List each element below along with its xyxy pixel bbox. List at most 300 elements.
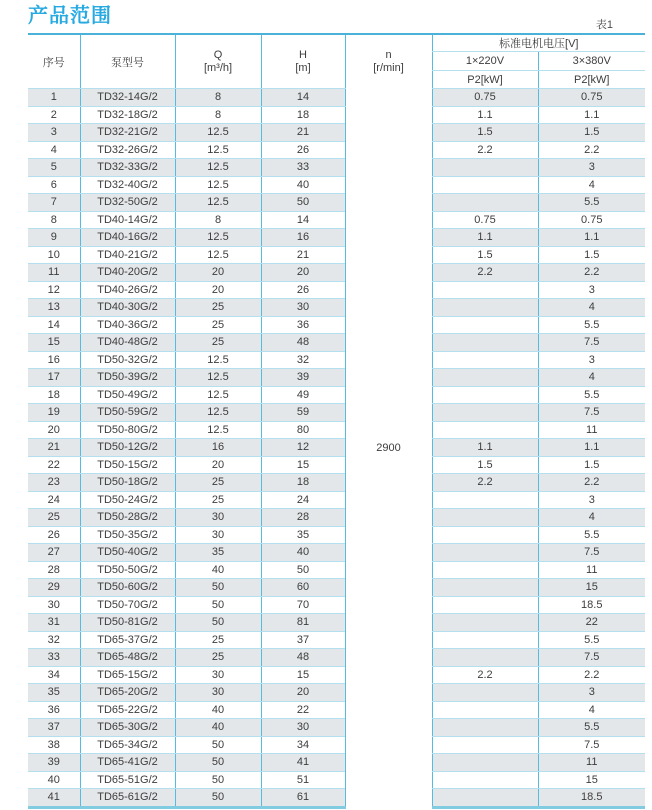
cell-power-220v xyxy=(432,351,538,369)
cell-power-380v: 0.75 xyxy=(538,89,645,107)
cell-head: 24 xyxy=(261,491,345,509)
cell-model: TD50-59G/2 xyxy=(80,404,175,422)
cell-flow: 50 xyxy=(175,579,261,597)
cell-flow: 12.5 xyxy=(175,124,261,142)
cell-head: 50 xyxy=(261,194,345,212)
flow-unit: [m³/h] xyxy=(203,61,233,74)
cell-head: 34 xyxy=(261,736,345,754)
cell-head: 80 xyxy=(261,421,345,439)
table-row xyxy=(28,159,645,177)
cell-power-220v: 1.1 xyxy=(432,229,538,247)
cell-model: TD65-20G/2 xyxy=(80,684,175,702)
cell-power-380v: 15 xyxy=(538,579,645,597)
table-row xyxy=(28,404,645,422)
column-header-380v: 3×380V xyxy=(538,52,645,71)
speed-unit: [r/min] xyxy=(373,61,404,74)
cell-head: 61 xyxy=(261,789,345,808)
cell-head: 60 xyxy=(261,579,345,597)
cell-power-380v: 4 xyxy=(538,509,645,527)
cell-flow: 25 xyxy=(175,491,261,509)
cell-power-380v: 1.5 xyxy=(538,124,645,142)
table-row xyxy=(28,474,645,492)
cell-flow: 30 xyxy=(175,526,261,544)
cell-model: TD40-26G/2 xyxy=(80,281,175,299)
cell-head: 18 xyxy=(261,474,345,492)
cell-power-380v: 4 xyxy=(538,176,645,194)
cell-serial: 6 xyxy=(28,176,80,194)
cell-serial: 32 xyxy=(28,631,80,649)
cell-power-380v: 4 xyxy=(538,701,645,719)
table-row xyxy=(28,89,645,107)
cell-model: TD65-30G/2 xyxy=(80,719,175,737)
cell-power-220v: 2.2 xyxy=(432,264,538,282)
cell-model: TD40-36G/2 xyxy=(80,316,175,334)
cell-flow: 20 xyxy=(175,264,261,282)
cell-power-380v: 5.5 xyxy=(538,386,645,404)
cell-head: 59 xyxy=(261,404,345,422)
cell-flow: 8 xyxy=(175,89,261,107)
cell-serial: 12 xyxy=(28,281,80,299)
cell-power-380v: 11 xyxy=(538,421,645,439)
cell-power-380v: 7.5 xyxy=(538,544,645,562)
cell-serial: 17 xyxy=(28,369,80,387)
cell-head: 22 xyxy=(261,701,345,719)
cell-power-380v: 22 xyxy=(538,614,645,632)
cell-head: 26 xyxy=(261,281,345,299)
cell-head: 26 xyxy=(261,141,345,159)
cell-serial: 11 xyxy=(28,264,80,282)
cell-serial: 10 xyxy=(28,246,80,264)
head-symbol: H xyxy=(299,48,307,61)
cell-power-380v: 3 xyxy=(538,351,645,369)
cell-power-380v: 2.2 xyxy=(538,474,645,492)
cell-model: TD40-30G/2 xyxy=(80,299,175,317)
cell-head: 41 xyxy=(261,754,345,772)
column-header-p2-220v: P2[kW] xyxy=(432,71,538,89)
cell-serial: 33 xyxy=(28,649,80,667)
cell-serial: 9 xyxy=(28,229,80,247)
column-header-serial: 序号 xyxy=(28,34,80,89)
cell-flow: 12.5 xyxy=(175,246,261,264)
cell-head: 21 xyxy=(261,246,345,264)
cell-serial: 21 xyxy=(28,439,80,457)
cell-flow: 40 xyxy=(175,719,261,737)
cell-flow: 30 xyxy=(175,684,261,702)
cell-model: TD50-49G/2 xyxy=(80,386,175,404)
cell-head: 28 xyxy=(261,509,345,527)
cell-power-220v xyxy=(432,649,538,667)
cell-model: TD40-48G/2 xyxy=(80,334,175,352)
cell-power-380v: 3 xyxy=(538,491,645,509)
column-header-flow xyxy=(175,34,261,89)
cell-head: 35 xyxy=(261,526,345,544)
table-row xyxy=(28,491,645,509)
cell-power-220v: 1.1 xyxy=(432,106,538,124)
cell-flow: 12.5 xyxy=(175,404,261,422)
table-row xyxy=(28,316,645,334)
cell-head: 30 xyxy=(261,299,345,317)
cell-head: 12 xyxy=(261,439,345,457)
table-row xyxy=(28,614,645,632)
table-row xyxy=(28,596,645,614)
cell-power-380v: 7.5 xyxy=(538,404,645,422)
cell-serial: 28 xyxy=(28,561,80,579)
cell-power-220v xyxy=(432,281,538,299)
cell-power-380v: 3 xyxy=(538,159,645,177)
cell-model: TD40-14G/2 xyxy=(80,211,175,229)
cell-power-380v: 3 xyxy=(538,281,645,299)
cell-model: TD65-41G/2 xyxy=(80,754,175,772)
cell-serial: 24 xyxy=(28,491,80,509)
cell-power-220v xyxy=(432,684,538,702)
cell-serial: 1 xyxy=(28,89,80,107)
cell-serial: 22 xyxy=(28,456,80,474)
cell-power-220v: 1.5 xyxy=(432,456,538,474)
cell-head: 48 xyxy=(261,649,345,667)
cell-serial: 31 xyxy=(28,614,80,632)
cell-model: TD50-24G/2 xyxy=(80,491,175,509)
cell-flow: 8 xyxy=(175,211,261,229)
cell-power-220v: 2.2 xyxy=(432,666,538,684)
cell-model: TD50-39G/2 xyxy=(80,369,175,387)
cell-power-220v xyxy=(432,701,538,719)
cell-flow: 16 xyxy=(175,439,261,457)
cell-model: TD50-32G/2 xyxy=(80,351,175,369)
column-header-speed xyxy=(345,34,432,89)
cell-power-220v xyxy=(432,789,538,808)
cell-power-220v xyxy=(432,159,538,177)
cell-head: 14 xyxy=(261,89,345,107)
cell-model: TD50-18G/2 xyxy=(80,474,175,492)
cell-flow: 20 xyxy=(175,281,261,299)
cell-flow: 25 xyxy=(175,631,261,649)
cell-power-220v xyxy=(432,544,538,562)
cell-power-220v xyxy=(432,614,538,632)
cell-head: 15 xyxy=(261,456,345,474)
cell-serial: 34 xyxy=(28,666,80,684)
cell-serial: 20 xyxy=(28,421,80,439)
cell-power-380v: 3 xyxy=(538,684,645,702)
cell-model: TD50-35G/2 xyxy=(80,526,175,544)
cell-flow: 12.5 xyxy=(175,421,261,439)
cell-power-220v xyxy=(432,509,538,527)
cell-serial: 16 xyxy=(28,351,80,369)
cell-flow: 50 xyxy=(175,789,261,808)
column-header-220v: 1×220V xyxy=(432,52,538,71)
cell-power-380v: 18.5 xyxy=(538,596,645,614)
cell-serial: 38 xyxy=(28,736,80,754)
table-body xyxy=(28,89,645,808)
cell-flow: 12.5 xyxy=(175,369,261,387)
page-title: 产品范围 xyxy=(28,5,112,27)
column-header-voltage-group: 标准电机电压[V] xyxy=(432,34,645,52)
table-row xyxy=(28,666,645,684)
cell-serial: 13 xyxy=(28,299,80,317)
cell-head: 21 xyxy=(261,124,345,142)
table-row xyxy=(28,281,645,299)
cell-flow: 12.5 xyxy=(175,194,261,212)
cell-power-380v: 1.1 xyxy=(538,106,645,124)
cell-flow: 35 xyxy=(175,544,261,562)
cell-head: 32 xyxy=(261,351,345,369)
cell-head: 40 xyxy=(261,544,345,562)
cell-head: 30 xyxy=(261,719,345,737)
cell-model: TD65-48G/2 xyxy=(80,649,175,667)
table-row xyxy=(28,141,645,159)
table-row xyxy=(28,789,645,808)
cell-power-380v: 1.1 xyxy=(538,229,645,247)
cell-flow: 12.5 xyxy=(175,229,261,247)
cell-flow: 25 xyxy=(175,316,261,334)
cell-head: 81 xyxy=(261,614,345,632)
cell-power-220v xyxy=(432,719,538,737)
cell-power-380v: 0.75 xyxy=(538,211,645,229)
cell-power-220v xyxy=(432,404,538,422)
cell-head: 50 xyxy=(261,561,345,579)
cell-serial: 8 xyxy=(28,211,80,229)
cell-model: TD32-14G/2 xyxy=(80,89,175,107)
cell-flow: 50 xyxy=(175,754,261,772)
cell-model: TD65-34G/2 xyxy=(80,736,175,754)
cell-serial: 4 xyxy=(28,141,80,159)
cell-model: TD65-15G/2 xyxy=(80,666,175,684)
cell-model: TD50-80G/2 xyxy=(80,421,175,439)
table-row xyxy=(28,439,645,457)
cell-power-220v xyxy=(432,334,538,352)
cell-serial: 36 xyxy=(28,701,80,719)
cell-flow: 12.5 xyxy=(175,176,261,194)
cell-model: TD50-40G/2 xyxy=(80,544,175,562)
cell-power-220v xyxy=(432,386,538,404)
cell-power-220v xyxy=(432,631,538,649)
cell-head: 49 xyxy=(261,386,345,404)
cell-power-380v: 5.5 xyxy=(538,526,645,544)
cell-power-220v xyxy=(432,194,538,212)
cell-head: 48 xyxy=(261,334,345,352)
cell-power-380v: 15 xyxy=(538,771,645,789)
cell-head: 39 xyxy=(261,369,345,387)
table-row xyxy=(28,229,645,247)
column-header-model: 泵型号 xyxy=(80,34,175,89)
cell-power-220v xyxy=(432,176,538,194)
table-row xyxy=(28,684,645,702)
cell-flow: 50 xyxy=(175,736,261,754)
table-row xyxy=(28,509,645,527)
cell-model: TD32-50G/2 xyxy=(80,194,175,212)
cell-power-220v xyxy=(432,561,538,579)
table-row xyxy=(28,631,645,649)
cell-flow: 12.5 xyxy=(175,159,261,177)
cell-power-220v: 1.1 xyxy=(432,439,538,457)
cell-serial: 37 xyxy=(28,719,80,737)
cell-serial: 14 xyxy=(28,316,80,334)
cell-model: TD50-50G/2 xyxy=(80,561,175,579)
cell-model: TD50-12G/2 xyxy=(80,439,175,457)
table-row xyxy=(28,719,645,737)
cell-model: TD50-60G/2 xyxy=(80,579,175,597)
head-unit: [m] xyxy=(295,61,311,74)
cell-power-220v xyxy=(432,421,538,439)
cell-model: TD65-51G/2 xyxy=(80,771,175,789)
cell-model: TD50-81G/2 xyxy=(80,614,175,632)
cell-flow: 25 xyxy=(175,334,261,352)
cell-model: TD50-70G/2 xyxy=(80,596,175,614)
cell-head: 16 xyxy=(261,229,345,247)
cell-flow: 25 xyxy=(175,299,261,317)
cell-power-380v: 4 xyxy=(538,369,645,387)
cell-model: TD65-22G/2 xyxy=(80,701,175,719)
table-row xyxy=(28,544,645,562)
cell-power-220v xyxy=(432,526,538,544)
table-row xyxy=(28,106,645,124)
cell-power-380v: 4 xyxy=(538,299,645,317)
table-caption: 表1 xyxy=(595,19,613,31)
cell-serial: 23 xyxy=(28,474,80,492)
cell-power-380v: 11 xyxy=(538,754,645,772)
cell-model: TD50-28G/2 xyxy=(80,509,175,527)
cell-head: 15 xyxy=(261,666,345,684)
table-row xyxy=(28,736,645,754)
cell-flow: 50 xyxy=(175,596,261,614)
cell-head: 70 xyxy=(261,596,345,614)
cell-serial: 3 xyxy=(28,124,80,142)
cell-model: TD32-18G/2 xyxy=(80,106,175,124)
cell-power-380v: 11 xyxy=(538,561,645,579)
cell-serial: 40 xyxy=(28,771,80,789)
cell-model: TD65-37G/2 xyxy=(80,631,175,649)
table-row xyxy=(28,701,645,719)
cell-serial: 41 xyxy=(28,789,80,808)
cell-power-380v: 2.2 xyxy=(538,141,645,159)
cell-power-220v: 2.2 xyxy=(432,141,538,159)
cell-flow: 40 xyxy=(175,701,261,719)
cell-model: TD40-20G/2 xyxy=(80,264,175,282)
table-row xyxy=(28,211,645,229)
cell-power-220v xyxy=(432,736,538,754)
cell-head: 51 xyxy=(261,771,345,789)
cell-head: 33 xyxy=(261,159,345,177)
table-row xyxy=(28,754,645,772)
cell-serial: 35 xyxy=(28,684,80,702)
table-row xyxy=(28,369,645,387)
cell-head: 37 xyxy=(261,631,345,649)
cell-model: TD40-21G/2 xyxy=(80,246,175,264)
cell-serial: 15 xyxy=(28,334,80,352)
column-header-p2-380v: P2[kW] xyxy=(538,71,645,89)
cell-flow: 30 xyxy=(175,666,261,684)
cell-power-380v: 7.5 xyxy=(538,649,645,667)
table-row xyxy=(28,456,645,474)
cell-power-220v: 1.5 xyxy=(432,246,538,264)
table-row xyxy=(28,386,645,404)
flow-symbol: Q xyxy=(213,48,223,61)
table-row xyxy=(28,649,645,667)
table-row xyxy=(28,194,645,212)
cell-serial: 7 xyxy=(28,194,80,212)
cell-serial: 27 xyxy=(28,544,80,562)
cell-model: TD40-16G/2 xyxy=(80,229,175,247)
table-row xyxy=(28,579,645,597)
cell-head: 14 xyxy=(261,211,345,229)
table-row xyxy=(28,334,645,352)
table-row xyxy=(28,771,645,789)
cell-power-380v: 2.2 xyxy=(538,264,645,282)
table-row xyxy=(28,526,645,544)
cell-serial: 2 xyxy=(28,106,80,124)
cell-power-220v xyxy=(432,299,538,317)
cell-power-380v: 5.5 xyxy=(538,719,645,737)
cell-flow: 30 xyxy=(175,509,261,527)
speed-value-cell: 2900 xyxy=(345,89,432,808)
cell-power-220v: 2.2 xyxy=(432,474,538,492)
table-row xyxy=(28,561,645,579)
cell-flow: 50 xyxy=(175,614,261,632)
table-row xyxy=(28,299,645,317)
cell-power-380v: 1.1 xyxy=(538,439,645,457)
cell-power-380v: 1.5 xyxy=(538,456,645,474)
cell-serial: 25 xyxy=(28,509,80,527)
cell-model: TD50-15G/2 xyxy=(80,456,175,474)
cell-flow: 25 xyxy=(175,474,261,492)
cell-head: 20 xyxy=(261,264,345,282)
cell-power-220v xyxy=(432,596,538,614)
cell-power-220v xyxy=(432,316,538,334)
table-row xyxy=(28,351,645,369)
cell-head: 36 xyxy=(261,316,345,334)
cell-model: TD32-21G/2 xyxy=(80,124,175,142)
cell-power-220v: 0.75 xyxy=(432,211,538,229)
cell-power-380v: 2.2 xyxy=(538,666,645,684)
speed-symbol: n xyxy=(385,48,392,61)
table-row xyxy=(28,176,645,194)
table-row xyxy=(28,421,645,439)
column-header-head xyxy=(261,34,345,89)
cell-serial: 5 xyxy=(28,159,80,177)
cell-flow: 25 xyxy=(175,649,261,667)
cell-power-220v: 0.75 xyxy=(432,89,538,107)
cell-serial: 19 xyxy=(28,404,80,422)
cell-power-380v: 1.5 xyxy=(538,246,645,264)
cell-flow: 12.5 xyxy=(175,351,261,369)
products-table xyxy=(28,33,645,809)
cell-model: TD32-33G/2 xyxy=(80,159,175,177)
cell-head: 20 xyxy=(261,684,345,702)
cell-power-380v: 7.5 xyxy=(538,334,645,352)
cell-flow: 8 xyxy=(175,106,261,124)
cell-power-220v xyxy=(432,754,538,772)
cell-serial: 39 xyxy=(28,754,80,772)
cell-power-380v: 18.5 xyxy=(538,789,645,808)
cell-power-380v: 5.5 xyxy=(538,194,645,212)
cell-flow: 12.5 xyxy=(175,386,261,404)
cell-serial: 18 xyxy=(28,386,80,404)
cell-power-380v: 5.5 xyxy=(538,631,645,649)
cell-power-220v xyxy=(432,491,538,509)
table-row xyxy=(28,264,645,282)
cell-power-220v xyxy=(432,579,538,597)
cell-model: TD32-26G/2 xyxy=(80,141,175,159)
cell-power-380v: 5.5 xyxy=(538,316,645,334)
cell-flow: 40 xyxy=(175,561,261,579)
cell-serial: 30 xyxy=(28,596,80,614)
cell-power-220v xyxy=(432,771,538,789)
cell-model: TD65-61G/2 xyxy=(80,789,175,808)
cell-serial: 29 xyxy=(28,579,80,597)
cell-serial: 26 xyxy=(28,526,80,544)
cell-head: 40 xyxy=(261,176,345,194)
cell-model: TD32-40G/2 xyxy=(80,176,175,194)
cell-flow: 20 xyxy=(175,456,261,474)
